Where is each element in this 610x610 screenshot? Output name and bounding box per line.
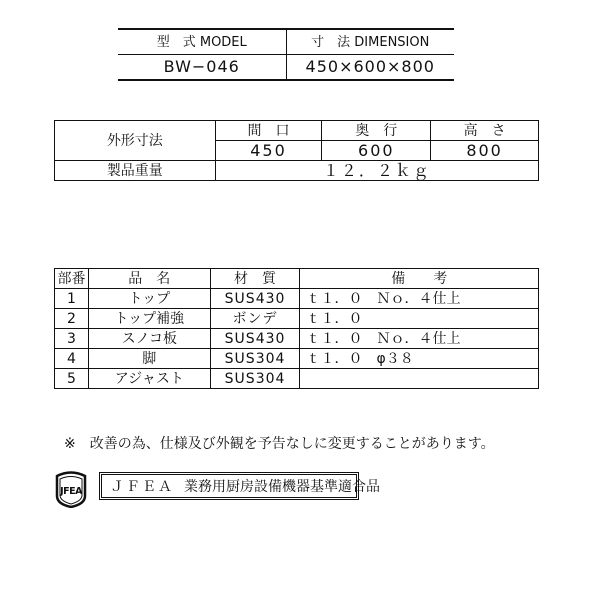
outer-dimension-table [54,120,539,181]
weight-value: １２．２ｋｇ [215,161,538,181]
width-header: 間 口 [215,121,322,141]
model-header: 型 式 MODEL [118,29,286,55]
dimension-header-row [55,121,539,141]
depth-value: 600 [322,141,431,161]
note-mark: ※ [64,436,76,452]
part-number-header: 部番 [55,269,89,289]
weight-label: 製品重量 [55,161,216,181]
model-value-row [118,55,454,81]
part-name: 脚 [88,349,210,369]
outer-dimension-label: 外形寸法 [55,121,216,161]
part-name: アジャスト [88,369,210,389]
parts-table [54,268,539,389]
standard-text: 業務用厨房設備機器基準適合品 [184,479,380,495]
footnote-text: 改善の為、仕様及び外観を予告なしに変更することがあります。 [89,436,495,452]
part-name: トップ補強 [88,309,210,329]
part-material: SUS430 [210,289,300,309]
part-material: SUS304 [210,349,300,369]
model-value: BW−046 [163,57,240,76]
standard-abbr: ＪＦＥＡ [110,479,174,495]
table-row [55,329,539,349]
footnote [64,433,495,453]
dimension-header: 寸 法 DIMENSION [286,29,454,55]
height-header: 高 さ [431,121,539,141]
part-name: トップ [88,289,210,309]
part-number: 4 [55,349,89,369]
part-remarks [300,369,539,389]
part-material: SUS304 [210,369,300,389]
parts-header-row [55,269,539,289]
part-material: ボンデ [210,309,300,329]
table-row [55,369,539,389]
material-header: 材 質 [210,269,300,289]
table-row [55,349,539,369]
depth-header: 奥 行 [322,121,431,141]
part-name: スノコ板 [88,329,210,349]
part-remarks: ｔ１．０ [300,309,539,329]
height-value: 800 [431,141,539,161]
part-number: 3 [55,329,89,349]
part-name-header: 品 名 [88,269,210,289]
width-value: 450 [215,141,322,161]
part-material: SUS430 [210,329,300,349]
part-number: 2 [55,309,89,329]
svg-text:JFEA: JFEA [60,486,82,497]
jfea-logo-icon [52,470,90,508]
dimension-value: 450×600×800 [286,55,454,81]
part-remarks: ｔ１．０ Ｎｏ．４仕上 [300,289,539,309]
part-remarks: ｔ１．０ Ｎｏ．４仕上 [300,329,539,349]
remarks-header: 備 考 [300,269,539,289]
model-header-row [118,29,454,55]
model-dimension-table [118,28,454,81]
standard-label [101,474,380,498]
table-row [55,309,539,329]
part-number: 1 [55,289,89,309]
table-row [55,289,539,309]
part-number: 5 [55,369,89,389]
part-remarks: ｔ１．０ φ３８ [300,349,539,369]
weight-row [55,161,539,181]
